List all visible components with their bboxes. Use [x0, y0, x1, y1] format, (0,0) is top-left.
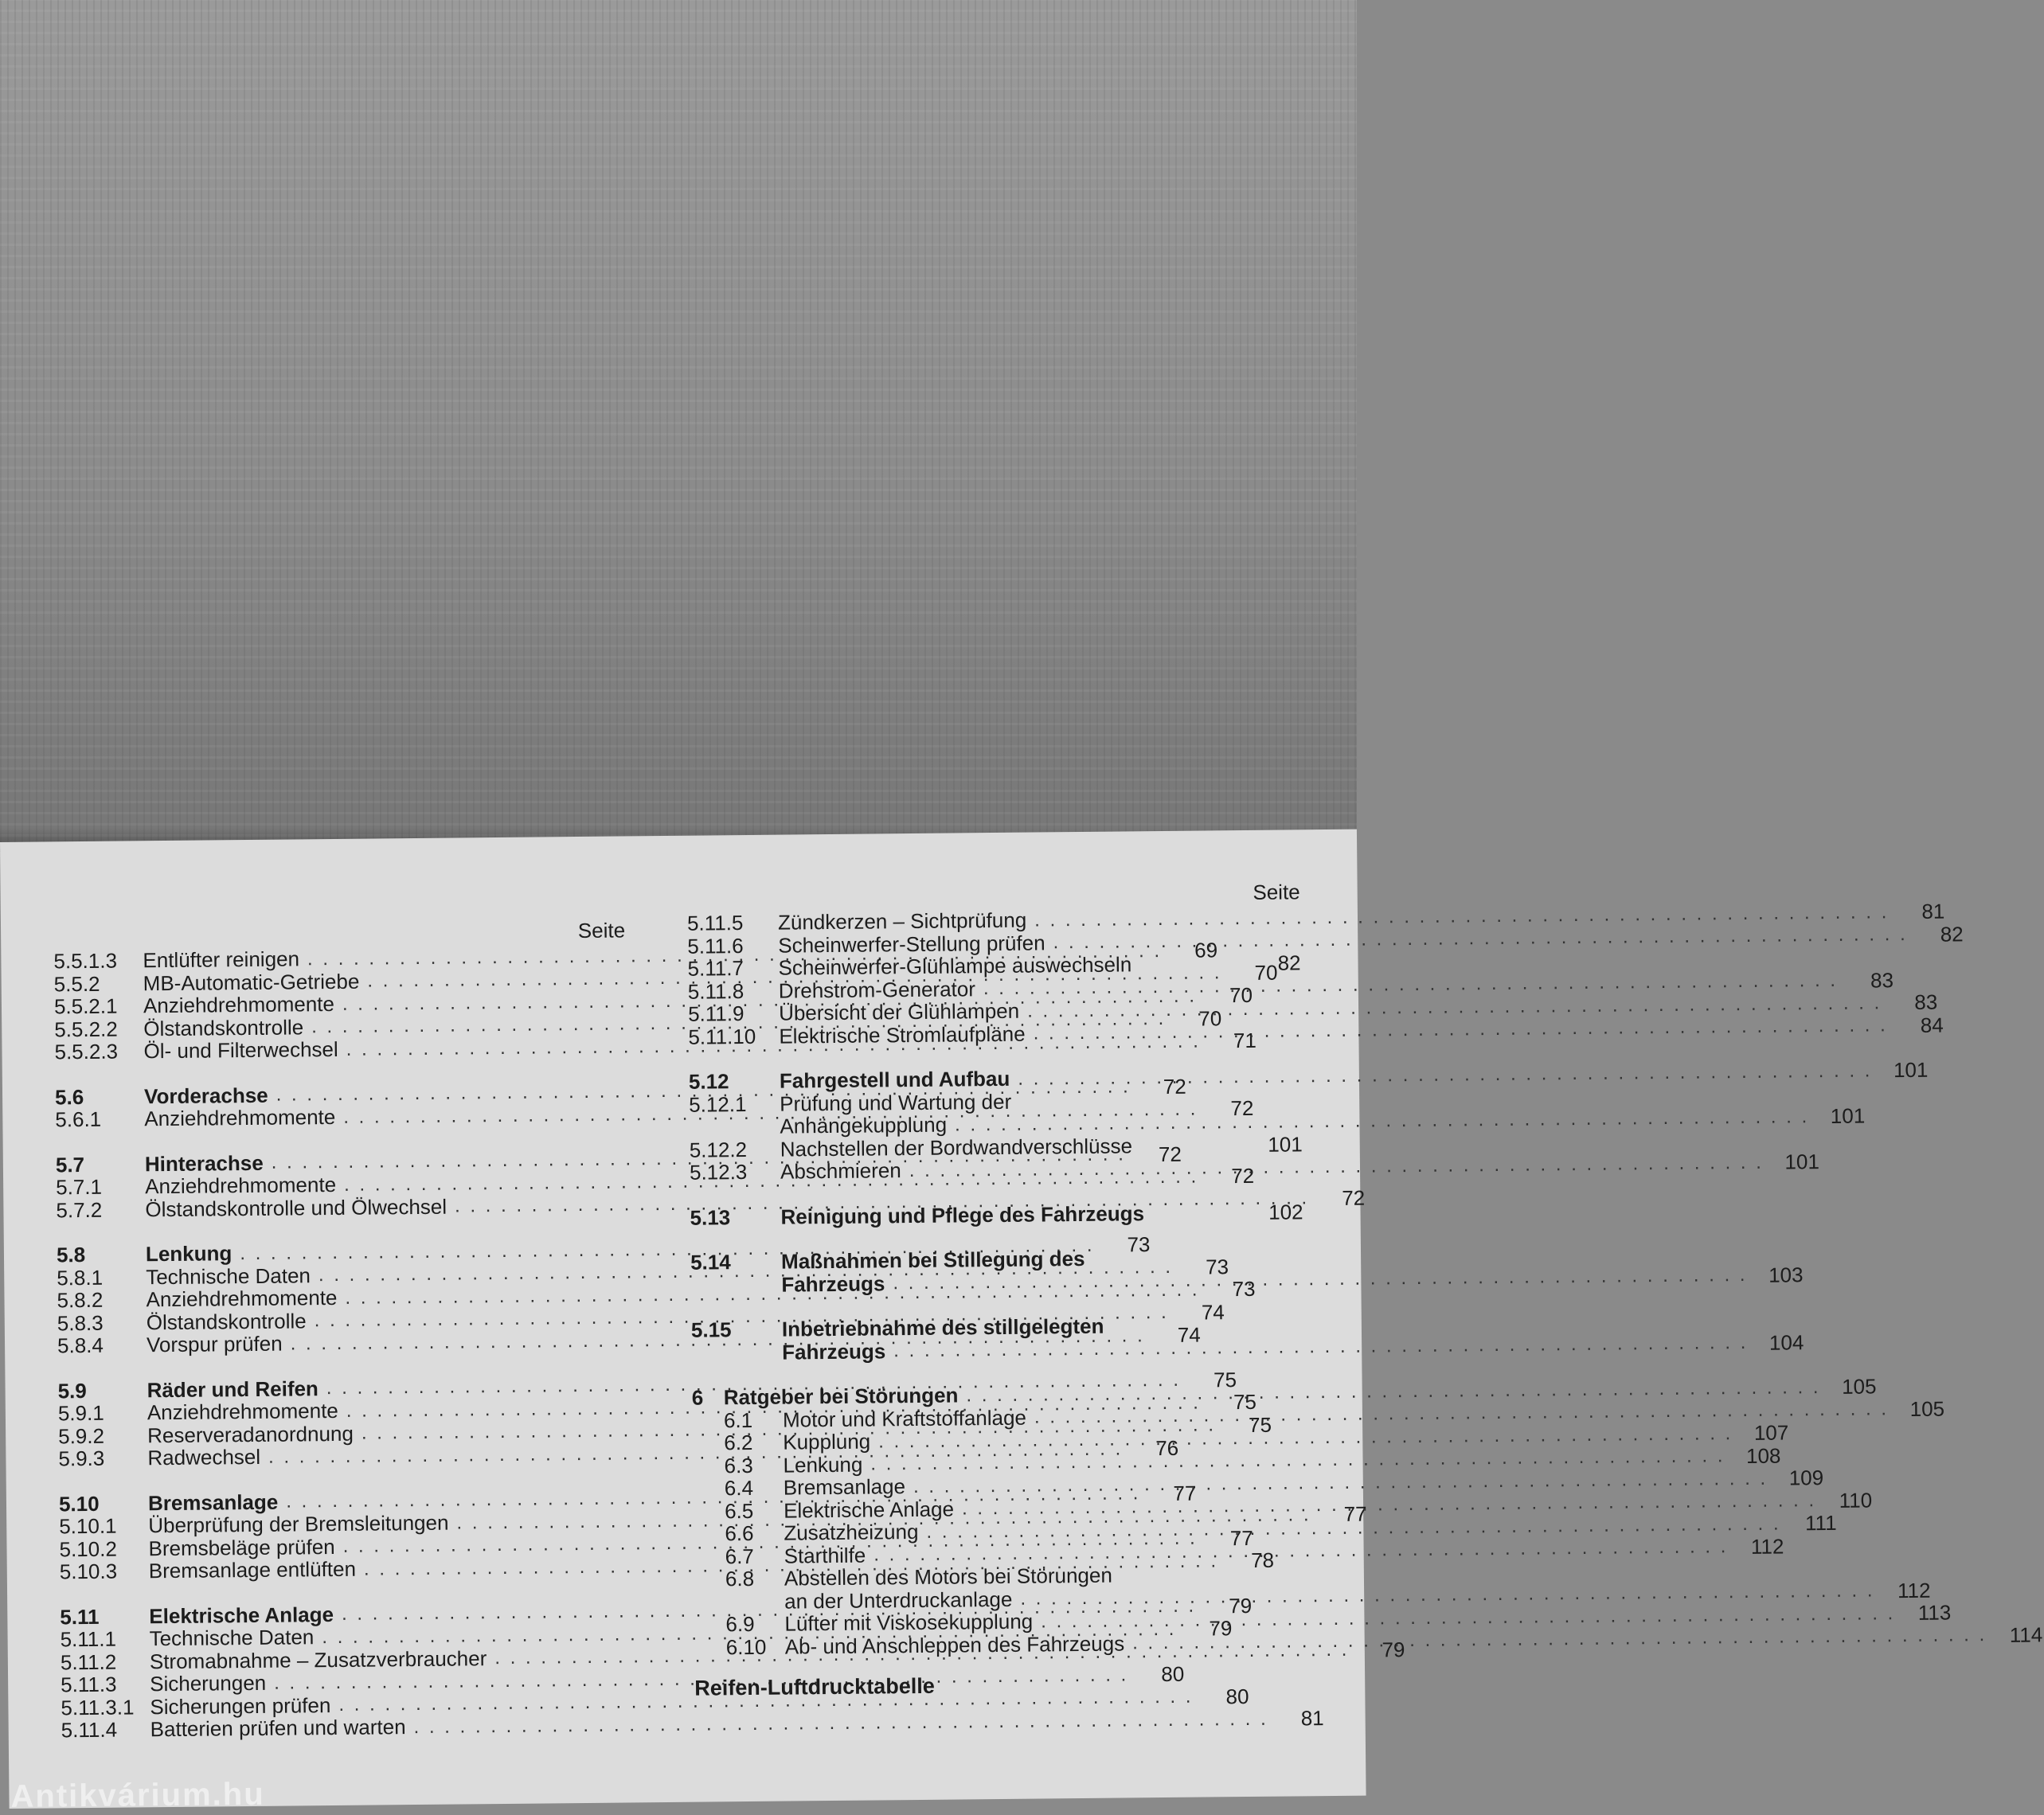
toc-entry-title: MB-Automatic-Getriebe	[143, 969, 360, 995]
toc-entry-title: Entlüfter reinigen	[143, 947, 300, 973]
toc-entry-title: Überprüfung der Bremsleitungen	[148, 1510, 449, 1538]
toc-entry-title: Elektrische Stromlaufpläne	[779, 1021, 1026, 1048]
toc-entry-number: 6.10	[725, 1634, 767, 1659]
toc-entry-number: 5.7.2	[56, 1197, 103, 1222]
toc-entry-title: Bremsbeläge prüfen	[148, 1534, 335, 1560]
toc-entry-number: 5.11.3.1	[61, 1694, 135, 1719]
toc-entry-number: 5.7.1	[56, 1174, 103, 1200]
toc-entry-title: Zündkerzen – Sichtprüfung	[777, 908, 1027, 935]
toc-entry-number: 5.5.2.1	[53, 993, 118, 1019]
toc-entry-title: an der Unterdruckanlage	[784, 1587, 1013, 1614]
toc-entry-number: 5.10	[58, 1491, 100, 1516]
toc-page	[0, 829, 2043, 1814]
toc-entry-number: 5.7	[55, 1152, 85, 1177]
toc-entry-title: Inbetriebnahme des stillgelegten	[781, 1313, 1104, 1341]
toc-entry-page: 73	[1127, 1232, 1151, 1257]
seite-header-left: Seite	[577, 918, 626, 943]
toc-entry-page: 72	[1231, 1163, 1255, 1189]
toc-entry-title: Übersicht der Glühlampen	[778, 998, 1020, 1025]
toc-entry-number: 5.14	[690, 1250, 731, 1274]
toc-entry-title: Ratgeber bei Störungen	[723, 1383, 959, 1410]
toc-entry-title: Lenkung	[783, 1452, 863, 1477]
toc-entry-number: 5.5.2.3	[54, 1039, 119, 1064]
toc-entry-number: 5.12.3	[689, 1160, 748, 1185]
toc-entry-number: 6.3	[724, 1453, 753, 1477]
toc-entry-page: 76	[1155, 1435, 1179, 1461]
seite-header-right: Seite	[1253, 880, 1300, 904]
toc-entry-number: 5.11.10	[688, 1024, 756, 1049]
toc-entry-title: Anziehdrehmomente	[144, 1104, 336, 1131]
toc-entry-title: Bremsanlage entlüften	[148, 1556, 357, 1583]
toc-entry-title: Öl- und Filterwechsel	[143, 1036, 338, 1064]
toc-entry-number: 5.11.4	[61, 1717, 118, 1743]
toc-entry-page: 77	[1343, 1501, 1367, 1526]
toc-entry-page: 80	[1161, 1661, 1185, 1687]
toc-entry-number: 5.9.1	[57, 1400, 104, 1426]
toc-entry-number: 5.10.1	[59, 1513, 117, 1539]
toc-entry-number: 5.12.2	[689, 1137, 748, 1162]
toc-entry-title: Anziehdrehmomente	[143, 991, 335, 1018]
toc-entry-number: 5.12	[688, 1069, 729, 1094]
toc-entry-title: Zusatzheizung	[784, 1519, 919, 1545]
toc-entry-title: Anhängekupplung	[780, 1112, 948, 1138]
toc-entry-number: 5.6.1	[55, 1107, 102, 1132]
toc-entry-page: 109	[1788, 1466, 1824, 1490]
toc-entry-title: Anziehdrehmomente	[145, 1172, 337, 1199]
toc-entry-number: 5.11.3	[61, 1672, 117, 1697]
toc-entry-page: 112	[1750, 1534, 1784, 1559]
toc-entry-page: 101	[1830, 1103, 1866, 1128]
toc-entry-number: 6.4	[724, 1475, 754, 1501]
toc-entry-page: 101	[1268, 1131, 1303, 1157]
toc-entry-number: 5.6	[54, 1084, 84, 1109]
toc-entry-number	[691, 1296, 782, 1297]
toc-entry-title: Bremsanlage	[783, 1474, 906, 1500]
toc-entry-page: 110	[1839, 1487, 1873, 1512]
toc-entry-number: 5.11.5	[686, 911, 744, 935]
toc-entry-page: 70	[1254, 960, 1278, 985]
toc-entry-number: 5.11.7	[687, 956, 745, 981]
toc-entry-title: Kupplung	[783, 1429, 871, 1454]
watermark: Antikvárium.hu	[10, 1776, 265, 1814]
toc-entry-page: 72	[1230, 1095, 1254, 1121]
toc-entry-number: 6.9	[725, 1611, 755, 1637]
toc-entry-title: Maßnahmen bei Stillegung des	[780, 1246, 1085, 1274]
toc-entry-page: 83	[1870, 967, 1894, 992]
toc-entry-number: 5.11.1	[60, 1626, 117, 1652]
toc-entry-number: 5.8.4	[57, 1333, 104, 1358]
toc-entry-page: 82	[1277, 950, 1301, 975]
toc-entry-page: 77	[1173, 1481, 1197, 1505]
toc-entry-number: 5.5.2.2	[54, 1017, 118, 1041]
toc-entry-title: Radwechsel	[147, 1444, 261, 1470]
toc-entry-title: Räder und Reifen	[147, 1376, 319, 1402]
toc-entry-number: 5.15	[690, 1317, 732, 1342]
toc-entry-number: 5.12.1	[689, 1091, 747, 1117]
toc-entry-page: 114	[2009, 1622, 2043, 1647]
toc-entry-page: 111	[1804, 1510, 1837, 1536]
toc-entry-page: 72	[1342, 1185, 1366, 1210]
toc-entry-title: Elektrische Anlage	[149, 1602, 334, 1628]
tire-pressure-table-title: Reifen-Luftdrucktabelle	[694, 1673, 935, 1700]
toc-entry-title: Drehstrom-Generator	[778, 976, 976, 1003]
toc-entry-number: 6.2	[724, 1430, 753, 1455]
toc-entry-title: Fahrzeugs	[782, 1338, 886, 1364]
toc-entry-page: 74	[1201, 1299, 1225, 1325]
toc-entry-page: 70	[1229, 982, 1253, 1008]
toc-entry-page: 83	[1914, 989, 1938, 1014]
toc-entry-number: 5.10.3	[59, 1559, 118, 1584]
toc-entry-title: Fahrzeugs	[781, 1270, 885, 1297]
toc-entry-page: 78	[1250, 1548, 1275, 1572]
toc-entry-number: 5.8.3	[57, 1310, 104, 1335]
toc-entry-page: 82	[1940, 921, 1964, 947]
book-cover-background	[0, 0, 1357, 848]
toc-entry-page: 81	[1300, 1706, 1324, 1731]
toc-entry-title: Scheinwerfer-Glühlampe auswechseln	[778, 952, 1132, 980]
toc-entry-page: 105	[1841, 1374, 1877, 1399]
toc-entry-number: 5.9.3	[58, 1446, 105, 1471]
toc-entry-page: 75	[1248, 1412, 1272, 1437]
toc-entry-number: 5.5.2	[53, 971, 100, 996]
toc-entry-page: 73	[1205, 1254, 1229, 1278]
toc-entry-page: 113	[1917, 1600, 1952, 1625]
toc-entry-number: 5.8	[56, 1242, 86, 1267]
toc-entry-title: Reinigung und Pflege des Fahrzeugs	[780, 1200, 1145, 1229]
toc-entry-title: Ölstandskontrolle und Ölwechsel	[145, 1194, 447, 1221]
toc-entry-title: Vorderachse	[143, 1083, 268, 1108]
toc-entry-number: 5.9.2	[58, 1423, 105, 1448]
toc-entry-number: 6.7	[725, 1544, 754, 1568]
toc-entry-page: 79	[1382, 1637, 1405, 1661]
toc-entry-title: Scheinwerfer-Stellung prüfen	[778, 930, 1045, 958]
toc-entry-number: 5.5.1.3	[53, 948, 118, 974]
toc-entry-title: Sicherungen	[150, 1670, 267, 1696]
toc-entry-page: 102	[1268, 1199, 1303, 1224]
toc-entry-page: 104	[1768, 1329, 1804, 1355]
toc-entry-title: Lenkung	[145, 1241, 233, 1267]
toc-entry-title: Sicherungen prüfen	[150, 1692, 331, 1719]
toc-entry-number: 6.8	[725, 1566, 755, 1591]
toc-entry-title: Ab- und Anschleppen des Fahrzeugs	[784, 1630, 1125, 1659]
toc-entry-page: 79	[1209, 1616, 1233, 1641]
toc-entry-number: 5.9	[57, 1378, 87, 1403]
toc-entry-number: 6.1	[723, 1407, 753, 1432]
toc-entry-page: 80	[1225, 1684, 1249, 1708]
toc-entry-title: Ölstandskontrolle	[146, 1308, 307, 1334]
toc-entry-title: Nachstellen der Bordwandverschlüsse	[780, 1133, 1133, 1161]
toc-entry-title: Technische Daten	[149, 1625, 315, 1651]
toc-entry-page: 72	[1163, 1074, 1186, 1099]
toc-entry-page: 84	[1920, 1013, 1944, 1037]
toc-entry-title: Vorspur prüfen	[146, 1331, 283, 1357]
toc-entry-title: Prüfung und Wartung der	[780, 1089, 1012, 1116]
toc-entry-page: 101	[1784, 1150, 1819, 1174]
toc-entry-title: Ölstandskontrolle	[143, 1014, 304, 1040]
toc-entry-title: Stromabnahme – Zusatzverbraucher	[149, 1645, 487, 1673]
toc-entry-number: 5.11.9	[687, 1001, 745, 1026]
toc-entry-page: 75	[1213, 1367, 1237, 1392]
toc-entry-title: Abschmieren	[780, 1158, 901, 1184]
toc-entry-page: 101	[1893, 1057, 1929, 1083]
toc-entry-title: Motor und Kraftstoffanlage	[782, 1405, 1027, 1432]
toc-entry-number: 5.10.2	[59, 1536, 117, 1561]
toc-entry-title: Hinterachse	[144, 1150, 264, 1176]
toc-entry-title: Starthilfe	[784, 1543, 866, 1568]
toc-entry-number: 5.11	[60, 1604, 100, 1629]
toc-entry-page: 108	[1745, 1443, 1781, 1468]
toc-entry-title: Fahrgestell und Aufbau	[779, 1066, 1010, 1093]
toc-entry-number: 5.8.2	[57, 1287, 104, 1313]
toc-entry-number: 6.6	[725, 1520, 754, 1546]
toc-entry-title: Anziehdrehmomente	[146, 1285, 338, 1312]
toc-entry-page: 74	[1177, 1322, 1201, 1347]
toc-entry-title: Anziehdrehmomente	[147, 1398, 338, 1425]
toc-entry-page: 81	[1921, 899, 1945, 923]
toc-entry-title: Batterien prüfen und warten	[150, 1715, 406, 1742]
toc-entry-number: 5.11.2	[60, 1649, 117, 1674]
toc-entry-title: Technische Daten	[146, 1263, 311, 1289]
toc-entry-title: Lüfter mit Viskosekupplung	[784, 1609, 1034, 1636]
toc-entry-page: 72	[1158, 1142, 1182, 1166]
toc-entry-page: 73	[1232, 1276, 1256, 1302]
toc-entry-title: Reserveradanordnung	[147, 1421, 354, 1447]
toc-entry-title: Elektrische Anlage	[783, 1497, 955, 1523]
toc-entry-page: 105	[1909, 1396, 1945, 1421]
toc-entry-number: 5.8.1	[57, 1265, 104, 1290]
toc-entry-number: 6	[691, 1385, 704, 1410]
toc-entry-title: Bremsanlage	[147, 1489, 279, 1515]
dot-leader	[1018, 1060, 1872, 1090]
toc-entry-page: 103	[1768, 1262, 1804, 1287]
toc-entry-number: 5.11.6	[687, 933, 744, 958]
toc-entry-number: 5.13	[690, 1204, 731, 1230]
toc-entry-number: 6.5	[724, 1498, 754, 1523]
toc-entry-title: Abstellen des Motors bei Störungen	[784, 1563, 1112, 1591]
toc-entry-page: 79	[1229, 1593, 1253, 1618]
toc-entry-page: 75	[1233, 1389, 1257, 1415]
toc-entry-page: 71	[1233, 1028, 1256, 1053]
toc-entry-page: 107	[1753, 1420, 1789, 1445]
toc-entry-number: 5.11.8	[687, 978, 745, 1004]
toc-entry-page: 112	[1897, 1578, 1931, 1602]
toc-entry-page: 70	[1198, 1005, 1222, 1031]
toc-entry-page: 69	[1194, 938, 1218, 962]
toc-entry-page: 77	[1229, 1525, 1253, 1550]
toc-entry	[690, 1200, 1303, 1229]
